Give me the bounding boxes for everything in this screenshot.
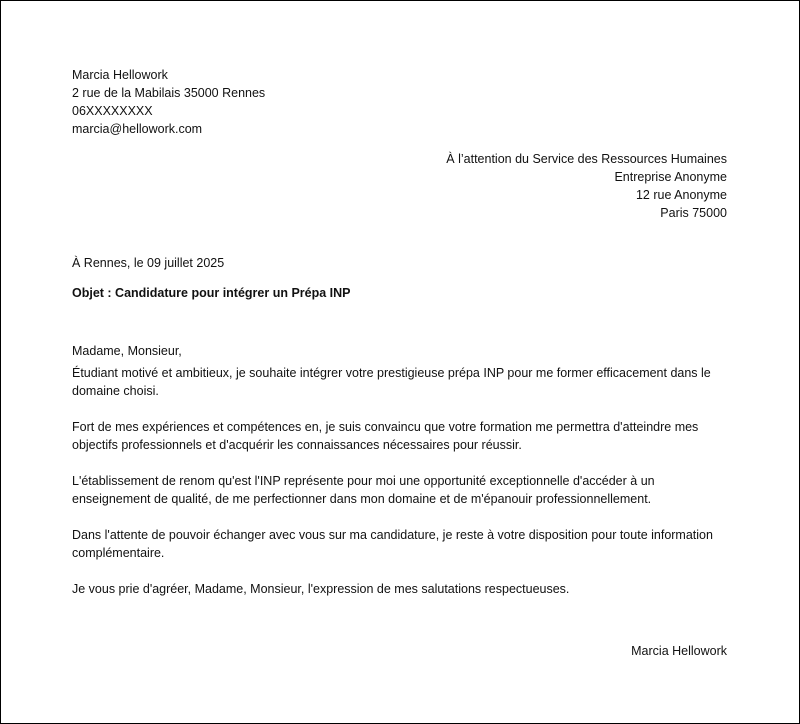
sender-phone: 06XXXXXXXX [72,104,153,118]
letter-body [72,342,732,616]
body-paragraph-3: L'établissement de renom qu'est l'INP représente pour moi une opportunité exceptionnelle d'accéder à un enseignement de qualité, de me perfectionner dans mon domaine et de m'épanouir professionnellement. [72,474,655,506]
recipient-block [446,150,727,222]
sender-email: marcia@hellowork.com [72,122,203,136]
body-paragraph-4: Dans l'attente de pouvoir échanger avec vous sur ma candidature, je reste à votre disposition pour toute information complémentaire. [72,528,713,560]
body-paragraph-2: Fort de mes expériences et compétences en, je suis convaincu que votre formation me permettra d'atteindre mes objectifs professionnels et d'acquérir les connaissances nécessaires pour réussir. [72,420,699,452]
letter-subject: Objet : Candidature pour intégrer un Prépa INP [72,286,351,300]
sender-name: Marcia Hellowork [72,68,168,82]
body-paragraph-1: Étudiant motivé et ambitieux, je souhaite intégrer votre prestigieuse prépa INP pour me former efficacement dans le domaine choisi. [72,366,711,398]
sender-address: 2 rue de la Mabilais 35000 Rennes [72,86,266,100]
sender-block [72,66,265,138]
recipient-attention: À l’attention du Service des Ressources Humaines [446,152,727,166]
closing-paragraph: Je vous prie d'agréer, Madame, Monsieur, l'expression de mes salutations respectueuses. [72,582,570,596]
signature: Marcia Hellowork [631,644,727,658]
recipient-street: 12 rue Anonyme [635,188,727,202]
recipient-city: Paris 75000 [660,206,727,220]
letter-date: À Rennes, le 09 juillet 2025 [72,256,225,270]
salutation: Madame, Monsieur, [72,344,182,358]
recipient-company: Entreprise Anonyme [614,170,727,184]
